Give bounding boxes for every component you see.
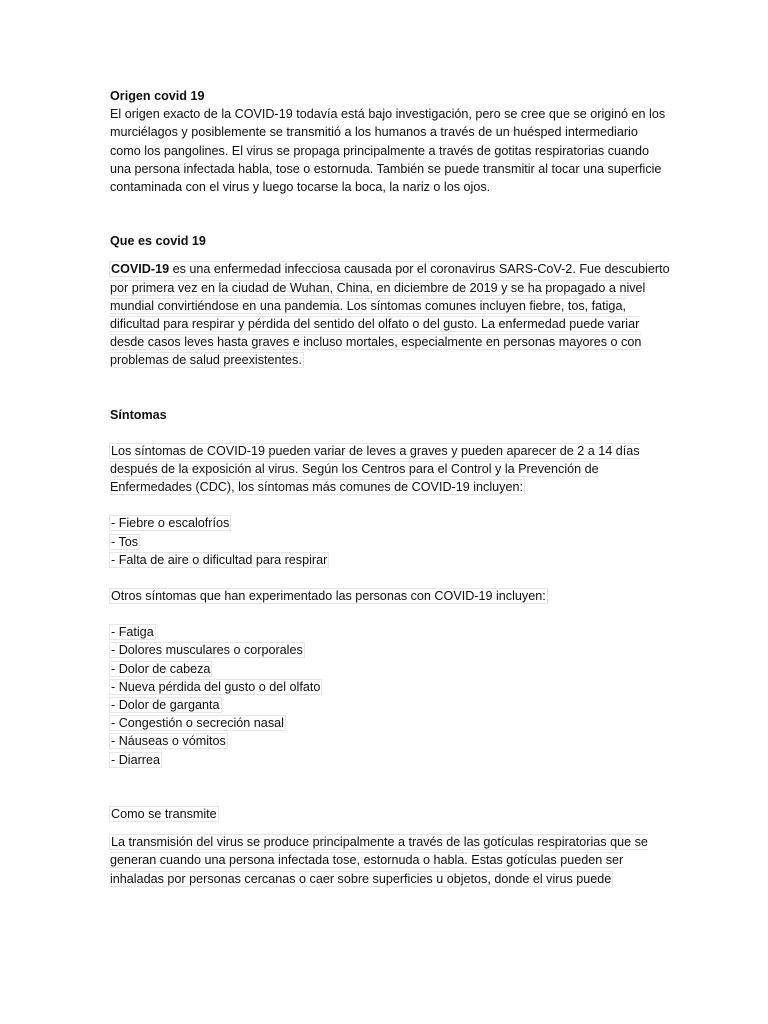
spacer [110, 496, 670, 514]
list-item-text: - Fiebre o escalofríos [111, 516, 230, 531]
list-item [110, 732, 670, 750]
list-item-text: - Dolores musculares o corporales [111, 643, 303, 658]
list-item-text: - Tos [111, 534, 139, 549]
list-common-symptoms [110, 514, 670, 569]
list-item [110, 533, 670, 551]
heading-origen: Origen covid 19 [110, 89, 205, 103]
list-other-symptoms [110, 623, 670, 769]
paragraph-other-intro [110, 587, 670, 605]
spacer [110, 769, 670, 805]
paragraph-sintomas-intro [110, 442, 670, 497]
list-item-text: - Fatiga [111, 625, 154, 640]
paragraph-origen: El origen exacto de la COVID-19 todavía está bajo investigación, pero se cree que se originó en los murciélagos y posiblemente se transmitió a los humanos a través de un huésped intermediario como los pangolines. El virus se propaga principalmente a través de gotitas respiratorias cuando una persona infectada habla, tose o estornuda. También se puede transmitir al tocar una superficie contaminada con el virus y luego tocarse la boca, la nariz o los ojos. [110, 107, 666, 195]
spacer [110, 196, 670, 232]
list-item [110, 678, 670, 696]
heading-sintomas: Síntomas [110, 407, 167, 422]
list-item-text: - Dolor de cabeza [111, 661, 211, 676]
spacer [110, 370, 670, 406]
transmite-text: La transmisión del virus se produce principalmente a través de las gotículas respiratorias que se generan cuando una persona infectada tose, estornuda o habla. Estas gotículas pueden ser inhaladas por personas cercanas o caer sobre superficies u objetos, donde el virus puede [110, 835, 648, 886]
heading-transmite [110, 805, 670, 823]
spacer [110, 424, 670, 442]
list-item [110, 514, 670, 532]
term-covid: COVID-19 [111, 262, 170, 277]
paragraph-transmite [110, 833, 670, 888]
list-item-text: - Falta de aire o dificultad para respirar [111, 552, 328, 567]
paragraph-que-es [110, 260, 670, 369]
heading-que-es: Que es covid 19 [110, 234, 206, 249]
sintomas-intro-text: Los síntomas de COVID-19 pueden variar de leves a graves y pueden aparecer de 2 a 14 días después de la exposición al virus. Según los Centros para el Control y la Prevención de Enfermedades (CDC), los síntomas más comunes de COVID-19 incluyen: [110, 443, 640, 495]
list-item-text: - Congestión o secreción nasal [111, 716, 284, 731]
list-item [110, 641, 670, 659]
que-es-text: es una enfermedad infecciosa causada por el coronavirus SARS-CoV-2. Fue descubierto por primera vez en la ciudad de Wuhan, China, en diciembre de 2019 y se ha propagado a nivel mundial convirtiéndose en una pandemia. Los síntomas comunes incluyen fiebre, tos, fatiga, dificultad para respirar y pérdida del sentido del olfato o del gusto. La enfermedad puede variar desde casos leves hasta graves e incluso mortales, especialmente en personas mayores o con problemas de salud preexistentes. [110, 262, 670, 368]
list-item-text: - Nueva pérdida del gusto o del olfato [111, 679, 321, 694]
spacer [110, 605, 670, 623]
list-item [110, 696, 670, 714]
list-item [110, 623, 670, 641]
list-item [110, 714, 670, 732]
list-item-text: - Dolor de garganta [111, 698, 220, 713]
list-item [110, 751, 670, 769]
heading-transmite-text: Como se transmite [111, 806, 217, 821]
spacer [110, 569, 670, 587]
other-intro-text: Otros síntomas que han experimentado las personas con COVID-19 incluyen: [111, 589, 546, 604]
spacer [110, 250, 670, 260]
list-item [110, 660, 670, 678]
list-item-text: - Diarrea [111, 752, 160, 767]
document-body [110, 87, 670, 888]
spacer [110, 823, 670, 833]
list-item [110, 551, 670, 569]
list-item-text: - Náuseas o vómitos [111, 734, 226, 749]
